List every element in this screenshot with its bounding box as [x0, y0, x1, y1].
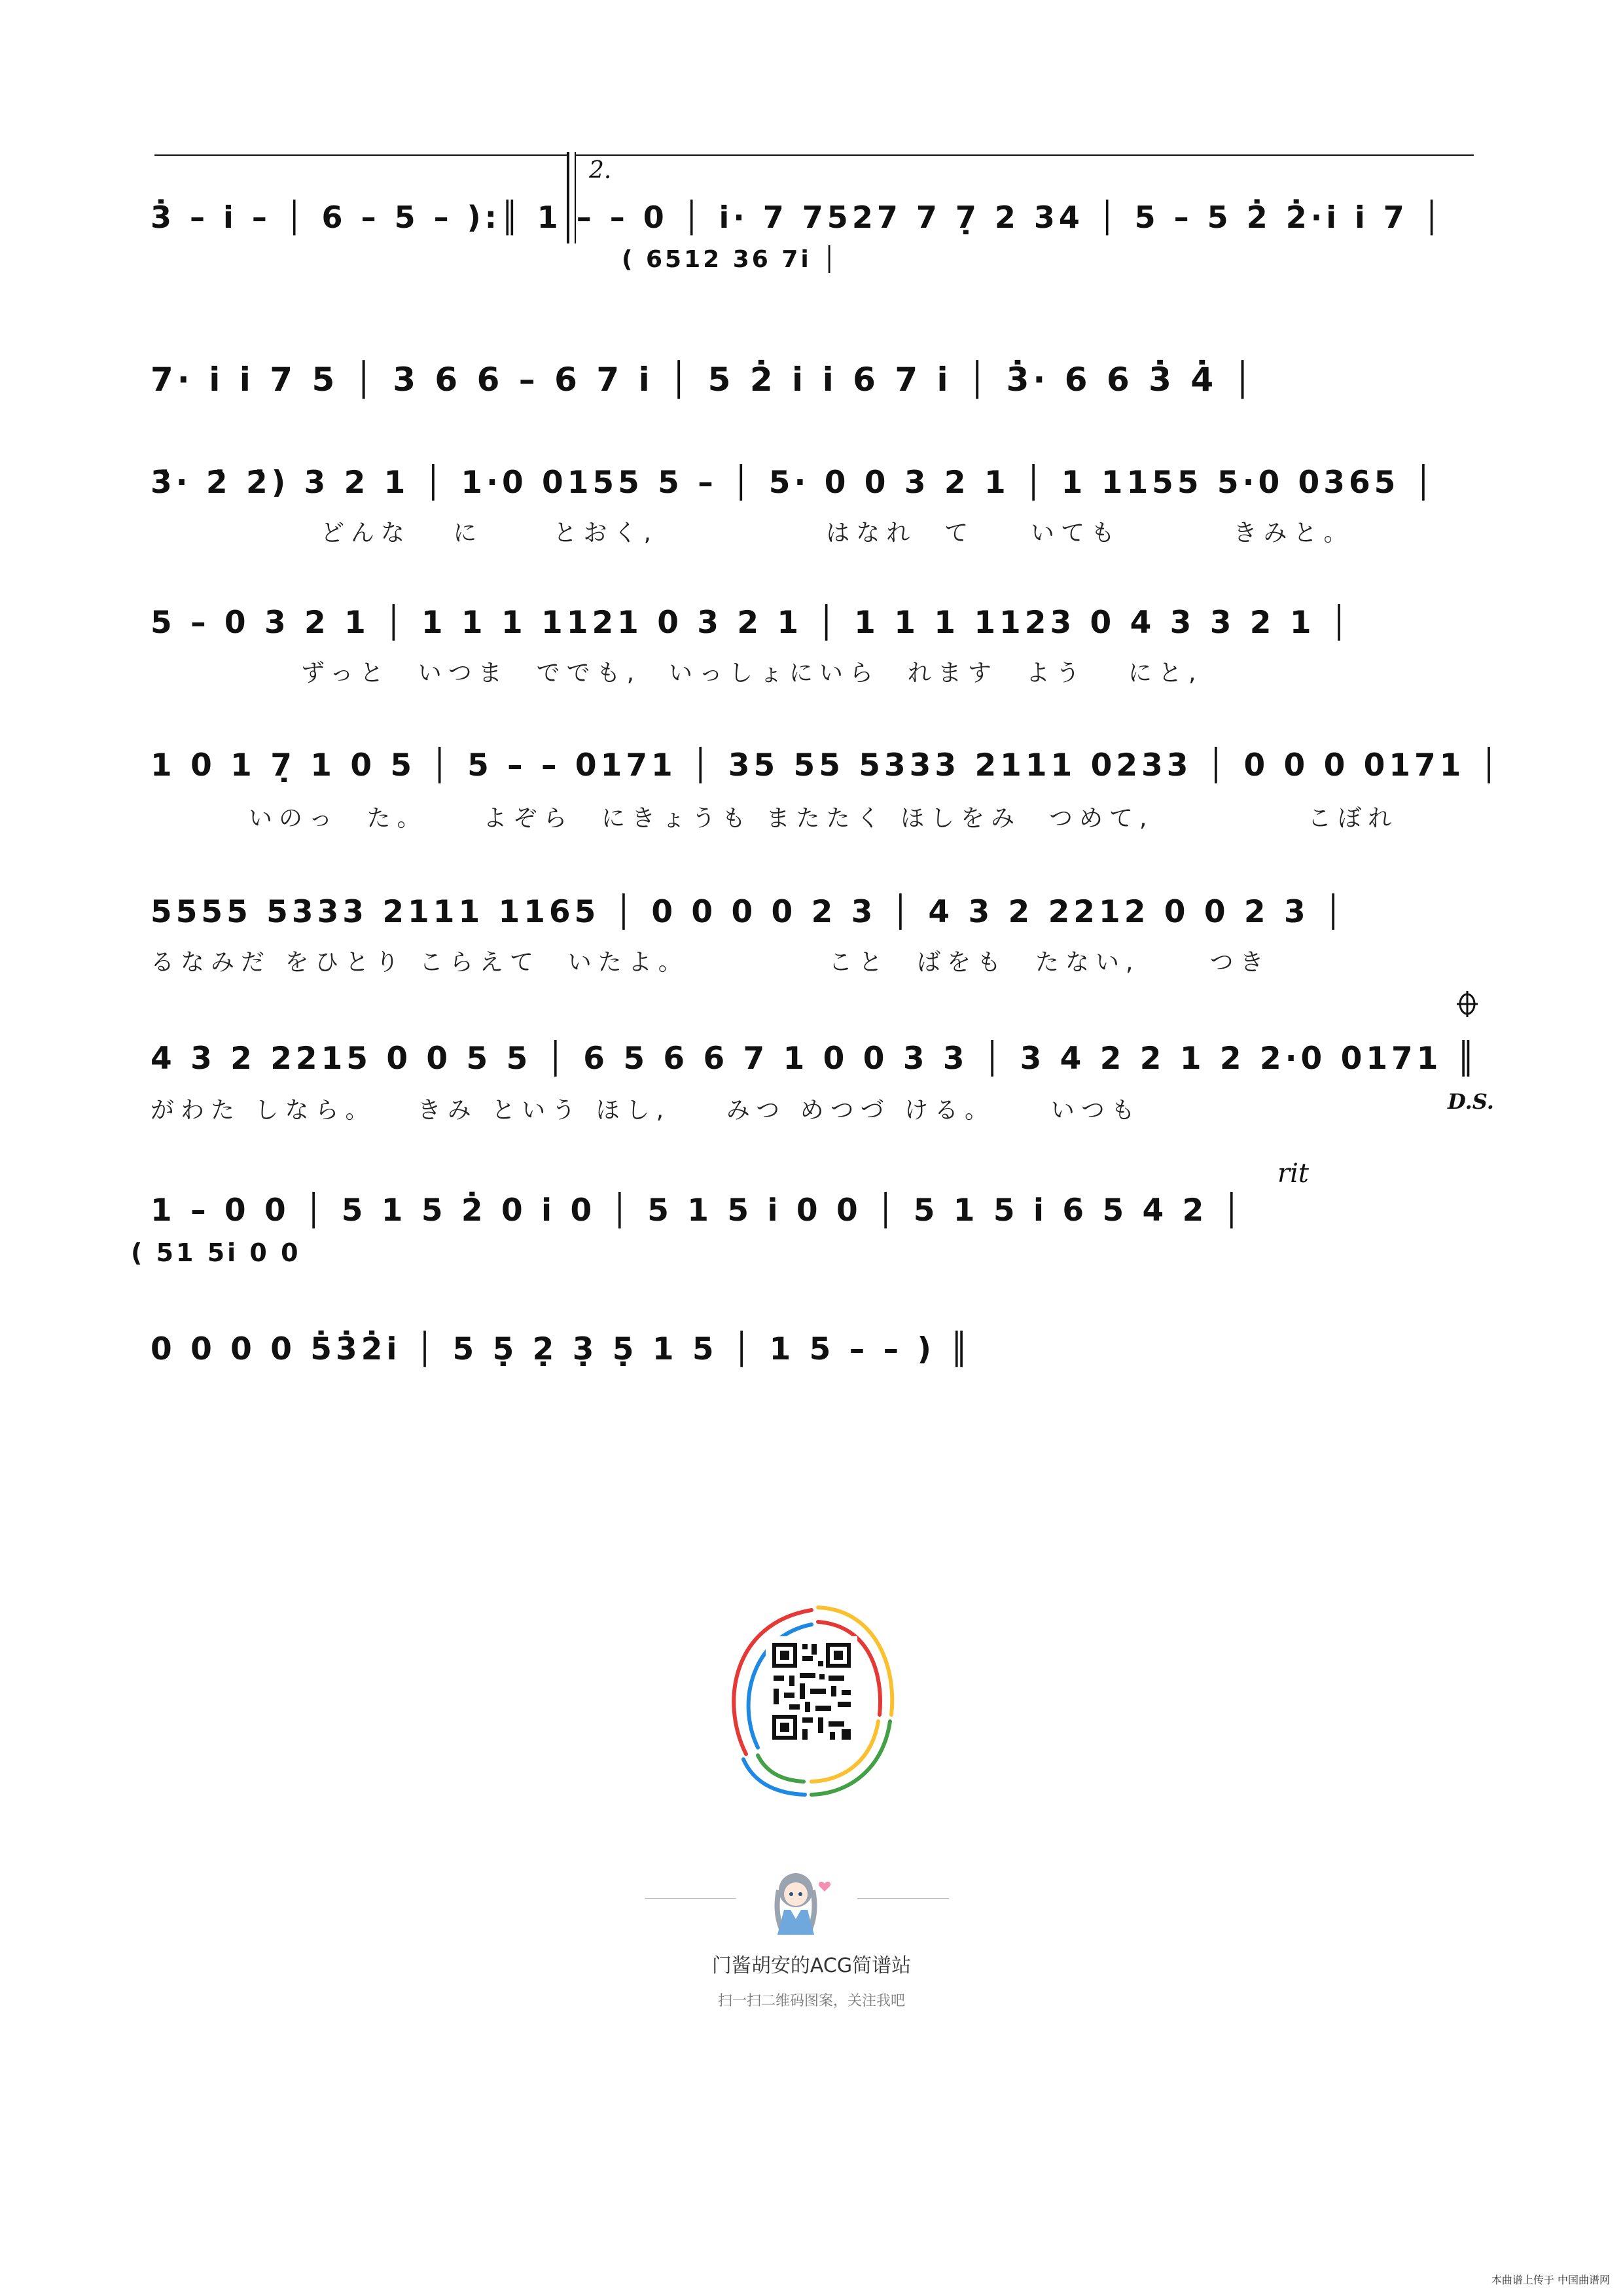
notes-line: 5 – 0 3 2 1 │ 1 1 1 1121 0 3 2 1 │ 1 1 1 1123 0 4 3 3 2 1 │: [151, 605, 1353, 641]
lyrics-line: るなみだ をひとり こらえて いたよ。 こと ばをも たない, つき: [151, 949, 1270, 976]
notes-line: 1 0 1 7̣ 1 0 5 │ 5 – – 0171 │ 35 55 5333 2111 0233 │ 0 0 0 0171 │: [151, 747, 1503, 783]
anime-avatar-icon: [759, 1864, 838, 1936]
notes-line: 5555 5333 2111 1165 │ 0 0 0 0 2 3 │ 4 3 2 2212 0 0 2 3 │: [151, 894, 1347, 930]
site-subtitle: 扫一扫二维码图案，关注我吧: [717, 1993, 905, 2009]
system-2: [151, 353, 1479, 419]
ending-bracket-line: [575, 154, 1474, 156]
system-4: [151, 597, 1479, 689]
notes-line: 3̇· 2̇ 2̇) 3 2 1 │ 1·0 0155 5 – │ 5· 0 0 3 2 1 │ 1 1155 5·0 0365 │: [151, 465, 1437, 501]
system-5: [151, 740, 1503, 832]
rit-mark: rit: [1277, 1158, 1309, 1189]
system-3: [151, 457, 1479, 548]
notes-line: 7· i̇ i̇ 7 5 │ 3 6 6 – 6 7 i̇ │ 5 2̇ i̇ i̇ 6 7 i̇ │ 3̇· 6 6 3̇ 4̇ │: [151, 361, 1257, 399]
qr-code-icon: [720, 1584, 903, 1806]
system-9: [151, 1323, 1479, 1389]
notes-line: 0 0 0 0 5̇3̇2̇i̇ │ 5 5̣ 2̣ 3̣ 5̣ 1 5 │ 1 5 – – ) ║: [151, 1331, 972, 1367]
footer-divider-right: [857, 1898, 949, 1899]
ending-sub-notes: ( 51 5i̇ 0 0: [131, 1238, 301, 1267]
lyrics-line: いのっ た。 よぞら にきょうも またたく ほしをみ つめて, こぼれ: [249, 805, 1399, 832]
system-7: [151, 1033, 1479, 1124]
system-6: [151, 886, 1479, 978]
site-title: 门酱胡安的ACG简谱站: [711, 1954, 912, 1977]
lyrics-line: どんな に とおく, はなれ て いても きみと。: [321, 520, 1354, 547]
footer-divider-left: [645, 1898, 736, 1899]
coda-icon: [1454, 991, 1480, 1017]
notes-line: 4 3 2 2215 0 0 5 5 │ 6 5 6 6 7 1 0 0 3 3 │ 3 4 2 2 1 2 2·0 0171 ║: [151, 1041, 1480, 1077]
lyrics-line: ずっと いつま ででも, いっしょにいら れます よう にと,: [301, 660, 1203, 687]
ending-mark: 2.: [589, 157, 612, 184]
ds-mark: D.S.: [1448, 1089, 1494, 1114]
notes-line: 3̇ – i̇ – │ 6 – 5 – ):║ 1 – – 0 │ i̇· 7 7527 7 7̣ 2 34 │ 5 – 5 2̇ 2̇·i̇ i̇ 7 │: [151, 200, 1445, 235]
top-rule: [154, 154, 569, 156]
system-8: [131, 1185, 1479, 1289]
intro-sub-notes: ( 6512 36 7i̇ │: [622, 246, 839, 273]
system-1: [151, 191, 1479, 296]
notes-line: 1 – 0 0 │ 5 1 5 2̇ 0 i̇ 0 │ 5 1 5 i̇ 0 0 │ 5 1 5 i̇ 6 5 4 2 │: [151, 1193, 1245, 1229]
upload-note: 本曲谱上传于 中国曲谱网: [1491, 2274, 1610, 2286]
lyrics-line: がわた しなら。 きみ という ほし, みつ めつづ ける。 いつも: [151, 1097, 1141, 1124]
